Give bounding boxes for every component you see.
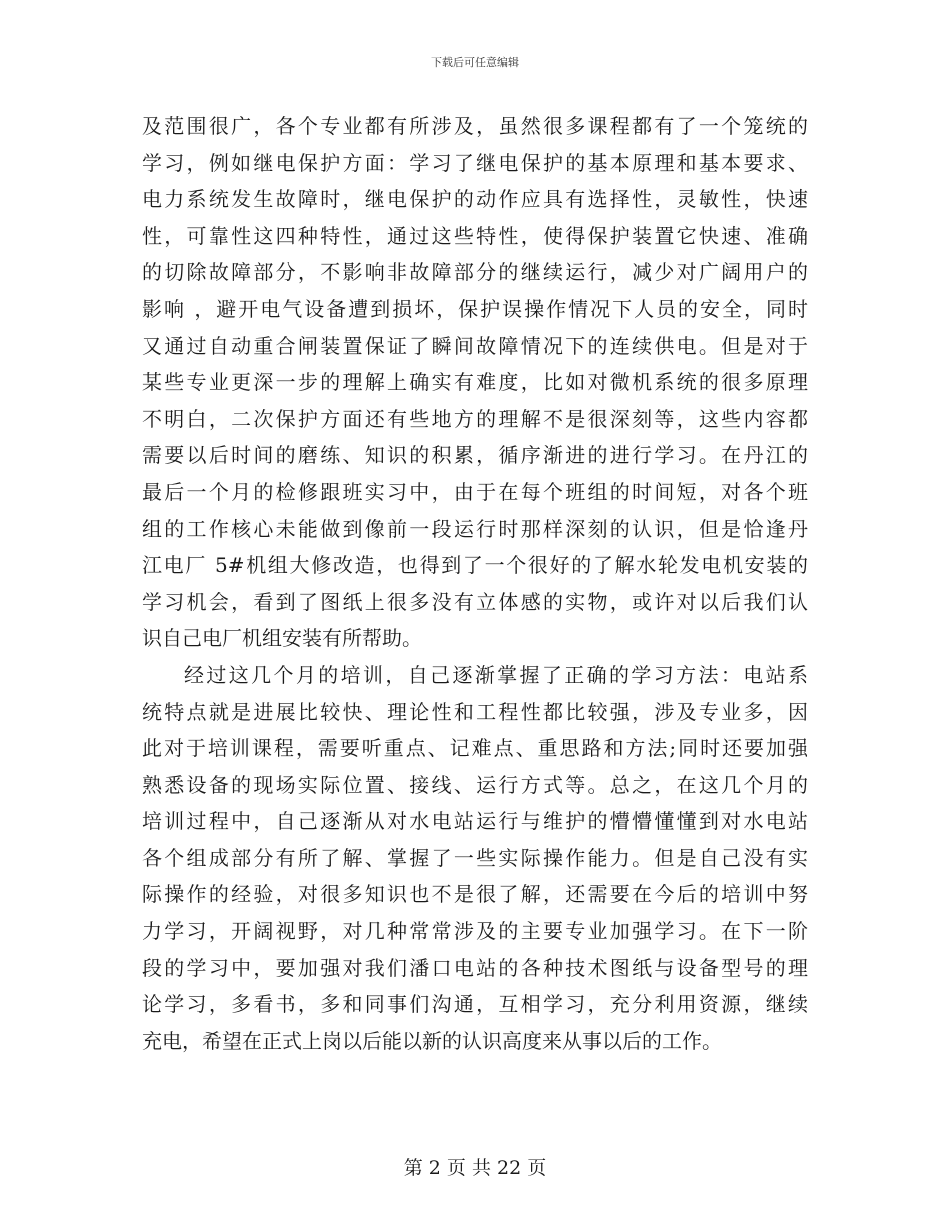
paragraph-1 [142, 108, 808, 657]
text-line: 学习机会，看到了图纸上很多没有立体感的实物，或许对以后我们认 [142, 589, 808, 614]
text-line: 又通过自动重合闸装置保证了瞬间故障情况下的连续供电。但是对于 [142, 333, 808, 358]
text-line: 性，可靠性这四种特性，通过这些特性，使得保护装置它快速、准确 [142, 223, 808, 248]
text-line: 需要以后时间的磨练、知识的积累，循序渐进的进行学习。在丹江的 [142, 443, 808, 468]
text-line: 力学习，开阔视野，对几种常常涉及的主要专业加强学习。在下一阶 [142, 919, 808, 944]
text-line: 某些专业更深一步的理解上确实有难度，比如对微机系统的很多原理 [142, 370, 808, 395]
text-line: 充电，希望在正式上岗以后能以新的认识高度来从事以后的工作。 [142, 1028, 722, 1053]
text-line: 最后一个月的检修跟班实习中，由于在每个班组的时间短，对各个班 [142, 479, 808, 504]
text-line: 此对于培训课程，需要听重点、记难点、重思路和方法;同时还要加强 [142, 736, 808, 761]
text-line: 江电厂 5#机组大修改造，也得到了一个很好的了解水轮发电机安装的 [142, 553, 808, 578]
paragraph-2 [142, 657, 808, 1060]
page-number-footer: 第 2 页 共 22 页 [403, 1157, 547, 1179]
text-line: 的切除故障部分，不影响非故障部分的继续运行，减少对广阔用户的 [142, 260, 808, 285]
document-body [142, 108, 808, 1059]
text-line: 培训过程中，自己逐渐从对水电站运行与维护的懵懵懂懂到对水电站 [142, 809, 808, 834]
text-line: 影响 ，避开电气设备遭到损坏，保护误操作情况下人员的安全，同时 [142, 296, 808, 321]
page-header: 下载后可任意编辑 [431, 56, 519, 69]
text-line: 不明白，二次保护方面还有些地方的理解不是很深刻等，这些内容都 [142, 406, 808, 431]
text-line: 各个组成部分有所了解、掌握了一些实际操作能力。但是自己没有实 [142, 845, 808, 870]
text-line: 识自己电厂机组安装有所帮助。 [142, 626, 422, 651]
text-line: 统特点就是进展比较快、理论性和工程性都比较强，涉及专业多，因 [142, 699, 808, 724]
text-line: 组的工作核心未能做到像前一段运行时那样深刻的认识，但是恰逢丹 [142, 516, 808, 541]
text-line: 际操作的经验，对很多知识也不是很了解，还需要在今后的培训中努 [142, 882, 808, 907]
text-line: 论学习，多看书，多和同事们沟通，互相学习，充分利用资源，继续 [142, 992, 808, 1017]
text-line: 电力系统发生故障时，继电保护的动作应具有选择性，灵敏性，快速 [142, 187, 808, 212]
text-line: 段的学习中，要加强对我们潘口电站的各种技术图纸与设备型号的理 [142, 955, 808, 980]
text-line: 经过这几个月的培训，自己逐渐掌握了正确的学习方法：电站系 [184, 662, 808, 687]
text-line: 及范围很广，各个专业都有所涉及，虽然很多课程都有了一个笼统的 [142, 114, 808, 138]
text-line: 学习，例如继电保护方面：学习了继电保护的基本原理和基本要求、 [142, 150, 808, 175]
text-line: 熟悉设备的现场实际位置、接线、运行方式等。总之，在这几个月的 [142, 772, 808, 797]
